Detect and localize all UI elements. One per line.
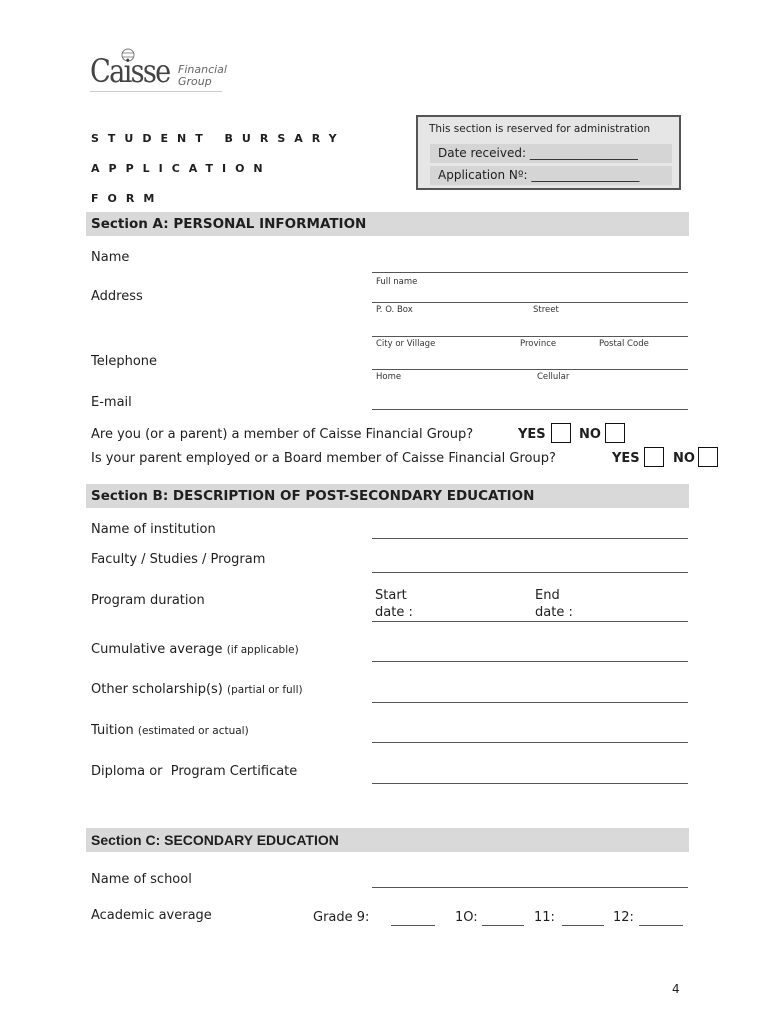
employed-yes-checkbox[interactable]	[644, 447, 664, 467]
address-line-1[interactable]	[372, 302, 688, 303]
logo-tagline-group: Group	[178, 75, 212, 88]
member-no-label: NO	[579, 427, 601, 442]
scholarship-label-text: Other scholarship(s)	[91, 682, 223, 697]
section-c-header: Section C: SECONDARY EDUCATION	[86, 828, 689, 852]
telephone-line[interactable]	[372, 369, 688, 370]
city-caption: City or Village	[376, 339, 436, 349]
member-yes-checkbox[interactable]	[551, 423, 571, 443]
employed-yes-label: YES	[612, 451, 640, 466]
grade-10-line[interactable]	[482, 925, 524, 926]
logo-wordmark: Caisse	[90, 52, 170, 90]
cumulative-label-text: Cumulative average	[91, 642, 223, 657]
address-line-2[interactable]	[372, 336, 688, 337]
institution-line[interactable]	[372, 538, 688, 539]
scholarship-line[interactable]	[372, 702, 688, 703]
grade-11-label: 11:	[534, 910, 555, 925]
member-no-checkbox[interactable]	[605, 423, 625, 443]
email-line[interactable]	[372, 409, 688, 410]
end-label-1: End	[535, 588, 560, 603]
cumulative-label	[91, 642, 299, 657]
academic-average-label: Academic average	[91, 908, 212, 923]
postal-code-caption: Postal Code	[599, 339, 649, 349]
duration-line[interactable]	[372, 621, 688, 622]
full-name-line[interactable]	[372, 272, 688, 273]
start-label-2: date :	[375, 605, 413, 620]
admin-heading: This section is reserved for administration	[429, 123, 651, 135]
grade-11-line[interactable]	[562, 925, 604, 926]
member-question: Are you (or a parent) a member of Caisse Financial Group?	[91, 427, 474, 442]
school-label: Name of school	[91, 872, 192, 887]
cumulative-note: (if applicable)	[226, 644, 299, 656]
telephone-label: Telephone	[91, 354, 158, 369]
page-number: 4	[672, 982, 680, 996]
faculty-label: Faculty / Studies / Program	[91, 552, 266, 567]
tuition-note: (estimated or actual)	[137, 725, 249, 737]
end-label-2: date :	[535, 605, 573, 620]
tuition-label-text: Tuition	[91, 723, 134, 738]
member-yes-label: YES	[518, 427, 546, 442]
section-a-header: Section A: PERSONAL INFORMATION	[86, 212, 689, 236]
grade-12-line[interactable]	[639, 925, 683, 926]
name-label: Name	[91, 250, 130, 265]
tuition-line[interactable]	[372, 742, 688, 743]
tuition-label	[91, 723, 249, 738]
start-label-1: Start	[375, 588, 407, 603]
address-label: Address	[91, 289, 143, 304]
diploma-label: Diploma or Program Certificate	[91, 764, 298, 779]
grade-9-line[interactable]	[391, 925, 435, 926]
scholarship-label	[91, 682, 303, 697]
application-number-field[interactable]: Application Nº: __________________	[430, 166, 672, 185]
po-box-caption: P. O. Box	[376, 305, 413, 315]
school-line[interactable]	[372, 887, 688, 888]
email-label: E-mail	[91, 395, 132, 410]
employed-no-label: NO	[673, 451, 695, 466]
cellular-caption: Cellular	[537, 372, 570, 382]
street-caption: Street	[533, 305, 559, 315]
home-caption: Home	[376, 372, 402, 382]
scholarship-note: (partial or full)	[227, 684, 303, 696]
logo-underline	[90, 91, 222, 92]
employed-no-checkbox[interactable]	[698, 447, 718, 467]
province-caption: Province	[520, 339, 557, 349]
admin-reserved-box	[416, 115, 681, 190]
full-name-caption: Full name	[376, 277, 418, 287]
form-title-line-2: APPLICATION	[91, 162, 272, 175]
form-title-line-3: FORM	[91, 192, 164, 205]
employed-question: Is your parent employed or a Board member of Caisse Financial Group?	[91, 451, 556, 466]
grade-12-label: 12:	[613, 910, 634, 925]
section-b-header: Section B: DESCRIPTION OF POST-SECONDARY EDUCATION	[86, 484, 689, 508]
duration-label: Program duration	[91, 593, 205, 608]
logo-tagline-financial: Financial	[178, 63, 227, 76]
grade-10-label: 1O:	[455, 910, 478, 925]
cumulative-line[interactable]	[372, 661, 688, 662]
company-logo	[90, 48, 225, 94]
form-title-line-1: STUDENT BURSARY	[91, 132, 346, 145]
grade-9-label: Grade 9:	[313, 910, 370, 925]
institution-label: Name of institution	[91, 522, 216, 537]
diploma-line[interactable]	[372, 783, 688, 784]
faculty-line[interactable]	[372, 572, 688, 573]
date-received-field[interactable]: Date received: __________________	[430, 144, 672, 163]
